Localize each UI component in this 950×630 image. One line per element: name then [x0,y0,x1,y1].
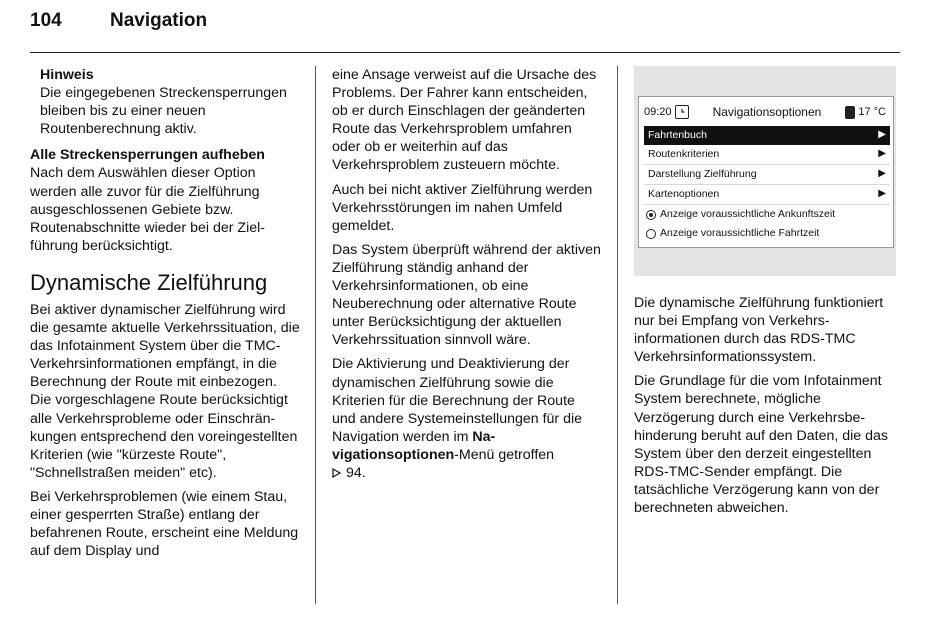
page-header [30,10,207,40]
radio-ankunftszeit[interactable] [644,205,890,224]
paragraph: Bei aktiver dynamischer Zielführung wird die gesamte aktuelle Verkehrssituation, die das Infotainment System über die TMC-Verkehrsinformationen empfängt, in die Berechnung der Route mit einbezogen. Die vorgeschlagene Route berücksichtigt alle Verkehrsprobleme oder Einschränkungen entsprechend den voreingestellten Kriterien (wie "kürzeste Route", "Schnellstraßen meiden" etc). [30,301,300,481]
paragraph: Auch bei nicht aktiver Zielführung werden Verkehrsstörungen im nahen Umfeld gemeldet. [332,181,593,234]
page-title: Navigation [110,10,208,31]
paragraph [332,355,602,483]
paragraph-text: -Menü getroffen [454,446,555,463]
temperature-value: 17 °C [858,105,886,118]
subheading: Alle Streckensperrungen aufheben [30,147,265,164]
display-screenshot [634,66,896,276]
menu-item-label: Darstellung Zielführung [648,168,757,181]
menu-item-darstellung[interactable] [644,165,890,185]
radio-off-icon [646,229,656,239]
column-2 [332,66,602,489]
note-title: Hinweis [40,67,94,83]
column-1 [30,66,302,566]
radio-label: Anzeige voraussichtliche Fahrtzeit [660,227,820,240]
display-time: 09:20 [644,105,672,118]
column-3 [634,66,900,523]
clock-icon [675,105,689,119]
page-reference[interactable] [332,464,366,482]
menu-item-kartenoptionen[interactable] [644,185,890,205]
chevron-right-icon: ▶ [878,148,886,160]
paragraph: Die dynamische Zielführung funktioniert nur bei Empfang von Verkehrsinformationen durch das RDS-TMC Verkehrsinformationssystem. [634,295,884,366]
menu-item-label: Routenkriterien [648,148,720,161]
section-title: Dynamische Zielführung [30,269,268,295]
page-number: 104 [30,10,62,31]
radio-label: Anzeige voraussichtliche Ankunftszeit [660,208,836,221]
paragraph: Nach dem Auswählen dieser Option werden alle zuvor für die Zielführung ausgeschlossenen Gebiete bzw. Routenabschnitte wieder bei der Zielführung berücksichtigt. [30,165,266,254]
column-divider-1 [315,66,316,604]
paragraph: Das System überprüft während der aktiven Zielführung ständig anhand der Verkehrsinformationen, ob eine Neuberechnung oder alternative Route unter Berücksichtigung der aktuellen Verkehrssituation sinnvoll wäre. [332,241,601,349]
note-box [40,66,302,138]
menu-item-label: Kartenoptionen [648,188,720,201]
paragraph-text: Die Aktivierung und Deaktivierung der dynamischen Zielführung sowie die Kriterien für die Berechnung der Route und andere Systemeinstellungen für die Navigation werden im [332,356,583,445]
display-title: Navigationsoptionen [712,104,822,119]
radio-on-icon [646,210,656,220]
display-status-bar [638,100,892,124]
paragraph: Bei Verkehrsproblemen (wie einem Stau, einer gesperrten Straße) entlang der befahrenen Route, erscheint eine Meldung auf dem Display und [30,488,299,560]
column-divider-2 [617,66,618,604]
menu-item-routenkriterien[interactable] [644,145,890,165]
radio-fahrtzeit[interactable] [644,224,890,243]
note-text: Die eingegebenen Streckensperrungen bleiben bis zu einer neuen Routenberechnung aktiv. [40,85,287,138]
page-reference-number: 94. [346,464,366,481]
menu-item-fahrtenbuch[interactable] [644,126,890,145]
reference-arrow-icon [332,468,342,478]
display-temperature [845,103,886,121]
header-rule [30,52,900,53]
thermometer-icon [845,106,855,119]
menu-item-label: Fahrtenbuch [648,129,707,142]
display-menu [644,126,890,243]
chevron-right-icon: ▶ [878,188,886,200]
paragraph: Die Grundlage für die vom Infotainment System berechnete, mögliche Verzögerung durch eine Verkehrsbehinderung beruht auf den Daten, die das System über den derzeit eingestellten RDS-TMC-Sender empfängt. Die tatsächliche Verzögerung kann von der berechneten abweichen. [634,373,888,517]
chevron-right-icon: ▶ [878,168,886,180]
chevron-right-icon: ▶ [878,129,886,141]
menu-reference: Navigationsoptionen [332,428,496,463]
paragraph: eine Ansage verweist auf die Ursache des Problems. Der Fahrer kann entscheiden, ob er durch Einschlagen der geänderten Route das Verkehrsproblem umfahren oder ob er weiterhin auf das Verkehrsproblem zusteuern möchte. [332,67,597,174]
